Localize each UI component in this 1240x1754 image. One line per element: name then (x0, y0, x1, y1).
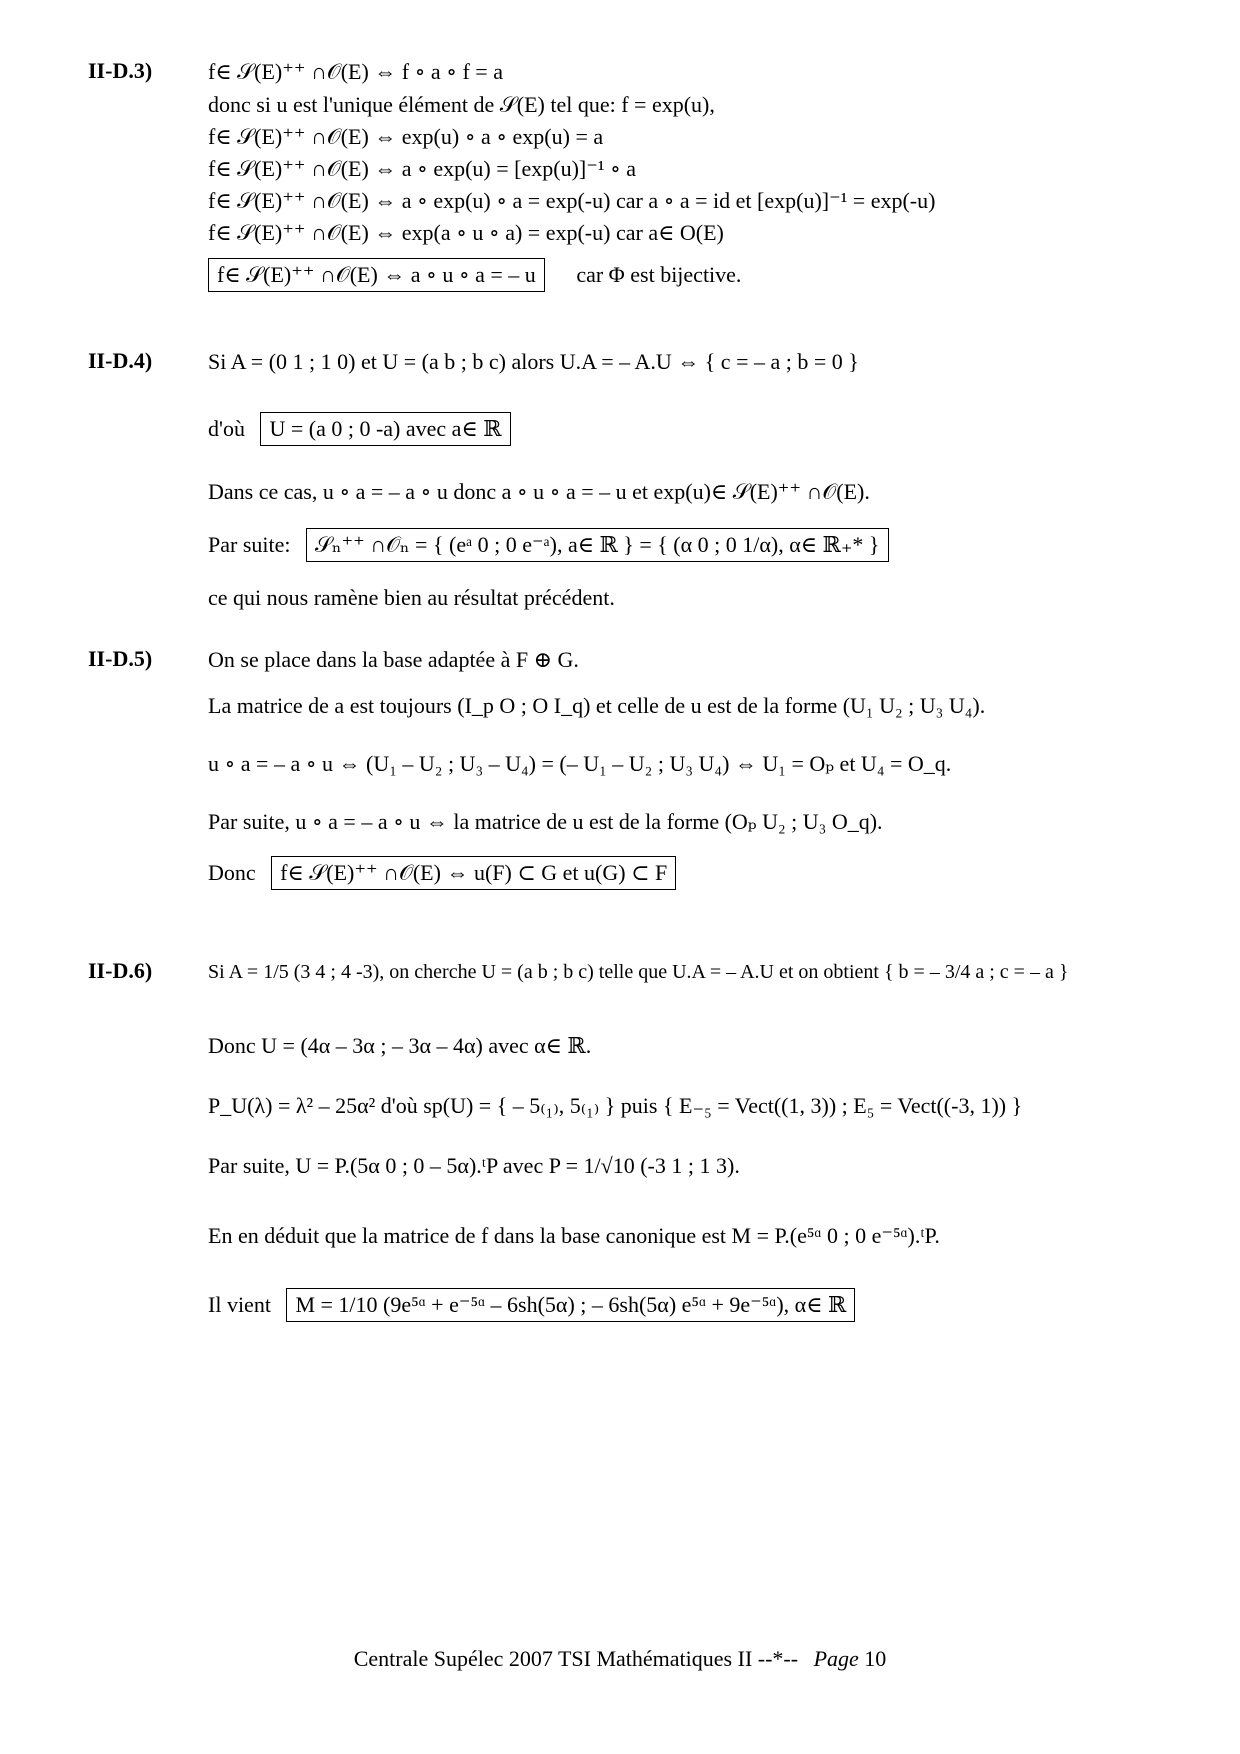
d4-line-2-pre: d'où (208, 416, 245, 441)
section-label-d6: II-D.6) (88, 958, 153, 983)
section-label-d5: II-D.5) (88, 646, 153, 671)
section-label-d4: II-D.4) (88, 348, 153, 373)
d4-set-box: 𝒮ₙ⁺⁺ ∩𝒪ₙ = { (eᵃ 0 ; 0 e⁻ᵃ), a∈ ℝ } = { (α 0 ; 0 1/α), α∈ ℝ₊* } (306, 528, 889, 562)
d6-result-box: M = 1/10 (9e⁵ᵅ + e⁻⁵ᵅ – 6sh(5α) ; – 6sh(5α) e⁵ᵅ + 9e⁻⁵ᵅ), α∈ ℝ (286, 1288, 855, 1322)
d3-line-2: donc si u est l'unique élément de 𝒮(E) tel que: f = exp(u), (208, 92, 715, 117)
d3-after-text: car Φ est bijective. (576, 262, 742, 287)
d4-line-4-pre: Par suite: (208, 532, 291, 557)
section-label-d3: II-D.3) (88, 58, 153, 83)
d5-line-3: u ∘ a = – a ∘ u ⇔ (U₁ – U₂ ; U₃ – U₄) = (– U₁ – U₂ ; U₃ U₄) ⇔ U₁ = Oₚ et U₄ = O_q. (208, 751, 952, 776)
footer-page-word: Page (813, 1646, 859, 1671)
d4-line-1: Si A = (0 1 ; 1 0) et U = (a b ; b c) alors U.A = – A.U ⇔ { c = – a ; b = 0 } (208, 349, 859, 374)
d3-boxed-line (208, 258, 741, 292)
d5-result-box: f∈ 𝒮(E)⁺⁺ ∩𝒪(E) ⇔ u(F) ⊂ G et u(G) ⊂ F (271, 856, 676, 890)
footer-page-number: 10 (864, 1646, 887, 1671)
d3-result-box: f∈ 𝒮(E)⁺⁺ ∩𝒪(E) ⇔ a ∘ u ∘ a = – u (208, 258, 545, 292)
d6-line-3: P_U(λ) = λ² – 25α² d'où sp(U) = { – 5₍₁₎, 5₍₁₎ } puis { E₋₅ = Vect((1, 3)) ; E₅ = Vect((-3, 1)) } (208, 1093, 1023, 1118)
d6-line-6-pre: Il vient (208, 1292, 271, 1317)
d5-line-5-pre: Donc (208, 860, 256, 885)
d4-line-3: Dans ce cas, u ∘ a = – a ∘ u donc a ∘ u ∘ a = – u et exp(u)∈ 𝒮(E)⁺⁺ ∩𝒪(E). (208, 479, 870, 504)
d5-line-2: La matrice de a est toujours (I_p O ; O I_q) et celle de u est de la forme (U₁ U₂ ; U₃ U₄). (208, 693, 986, 718)
d6-line-5: En en déduit que la matrice de f dans la base canonique est M = P.(e⁵ᵅ 0 ; 0 e⁻⁵ᵅ).ᵗP. (208, 1223, 940, 1248)
d4-line-4 (208, 528, 889, 562)
d4-line-5: ce qui nous ramène bien au résultat précédent. (208, 585, 615, 610)
d4-line-2 (208, 412, 511, 446)
d5-line-4: Par suite, u ∘ a = – a ∘ u ⇔ la matrice de u est de la forme (Oₚ U₂ ; U₃ O_q). (208, 809, 883, 834)
d3-line-1: f∈ 𝒮(E)⁺⁺ ∩𝒪(E) ⇔ f ∘ a ∘ f = a (208, 59, 503, 84)
d3-line-5: f∈ 𝒮(E)⁺⁺ ∩𝒪(E) ⇔ a ∘ exp(u) ∘ a = exp(-u) car a ∘ a = id et [exp(u)]⁻¹ = exp(-u) (208, 188, 936, 213)
d6-line-4: Par suite, U = P.(5α 0 ; 0 – 5α).ᵗP avec P = 1/√10 (-3 1 ; 1 3). (208, 1153, 740, 1178)
d5-line-5 (208, 856, 676, 890)
d5-line-1: On se place dans la base adaptée à F ⊕ G. (208, 647, 579, 672)
d3-line-4: f∈ 𝒮(E)⁺⁺ ∩𝒪(E) ⇔ a ∘ exp(u) = [exp(u)]⁻¹ ∘ a (208, 156, 636, 181)
d3-line-3: f∈ 𝒮(E)⁺⁺ ∩𝒪(E) ⇔ exp(u) ∘ a ∘ exp(u) = a (208, 124, 604, 149)
d6-line-2: Donc U = (4α – 3α ; – 3α – 4α) avec α∈ ℝ. (208, 1033, 592, 1058)
d3-line-6: f∈ 𝒮(E)⁺⁺ ∩𝒪(E) ⇔ exp(a ∘ u ∘ a) = exp(-u) car a∈ O(E) (208, 220, 724, 245)
footer-text: Centrale Supélec 2007 TSI Mathématiques II --*-- (353, 1646, 799, 1671)
d6-line-1: Si A = 1/5 (3 4 ; 4 -3), on cherche U = (a b ; b c) telle que U.A = – A.U et on obtient { b = – 3/4 a ; c = – a } (208, 961, 1069, 983)
d6-line-6 (208, 1288, 855, 1322)
page-footer (0, 1646, 1240, 1672)
d4-result-box: U = (a 0 ; 0 -a) avec a∈ ℝ (260, 412, 510, 446)
